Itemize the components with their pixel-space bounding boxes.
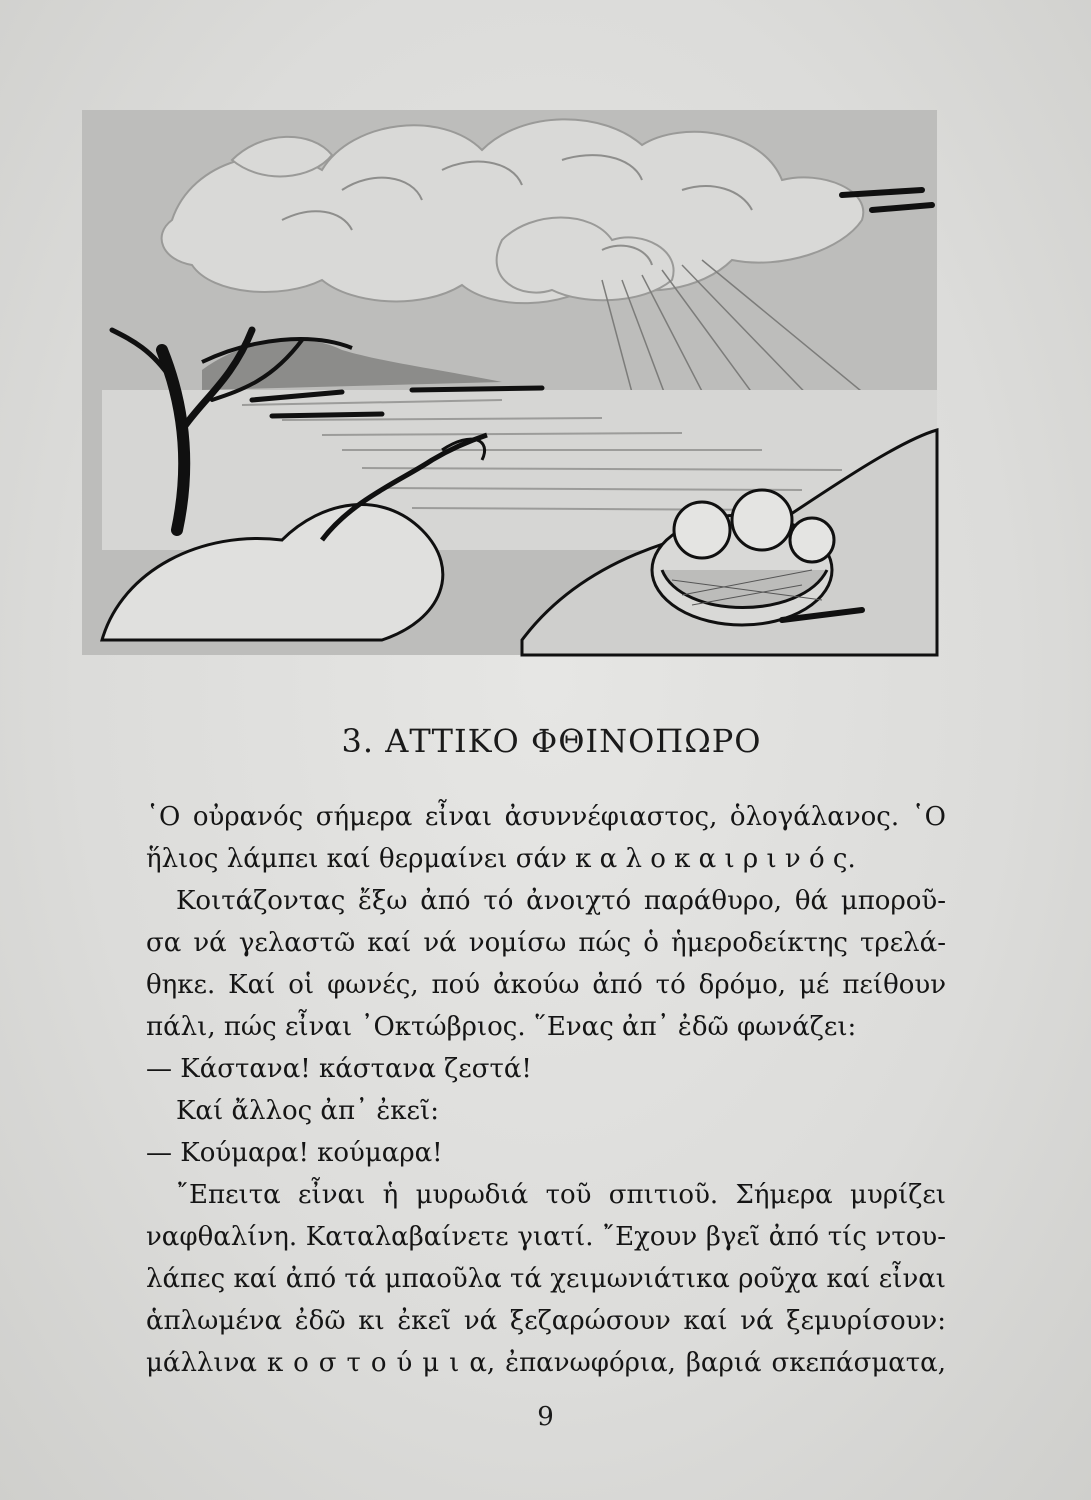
text-line: ἁπλωμένα ἐδῶ κι ἐκεῖ νά ξεζαρώσουν καί νά ξεμυρίσουν: [146, 1306, 946, 1336]
text-line: λάπες καί ἀπό τά μπαοῦλα τά χειμωνιάτικα ροῦχα καί εἶναι [146, 1264, 946, 1294]
text-line: θηκε. Καί οἱ φωνές, πού ἀκούω ἀπό τό δρόμο, μέ πείθουν [146, 970, 946, 1000]
text-line: μάλλινα κ ο σ τ ο ύ μ ι α, ἐπανωφόρια, βαριά σκεπάσματα, [146, 1348, 946, 1378]
page-number: 9 [537, 1402, 554, 1432]
text-line: ναφθαλίνη. Καταλαβαίνετε γιατί. ῎Εχουν βγεῖ ἀπό τίς ντου- [146, 1222, 946, 1252]
text-line: σα νά γελαστῶ καί νά νομίσω πώς ὁ ἡμεροδείκτης τρελά- [146, 928, 946, 958]
dialogue-line: — Κούμαρα! κούμαρα! [146, 1138, 443, 1168]
dialogue-line: — Κάστανα! κάστανα ζεστά! [146, 1054, 532, 1084]
landscape-illustration [82, 100, 942, 660]
body-text [146, 796, 946, 1384]
text-line: ἥλιος λάμπει καί θερμαίνει σάν κ α λ ο κ α ι ρ ι ν ό ς. [146, 844, 856, 874]
chapter-title: 3. ΑΤΤΙΚΟ ΦΘΙΝΟΠΩΡΟ [341, 722, 762, 760]
text-line: Κοιτάζοντας ἔξω ἀπό τό ἀνοιχτό παράθυρο, θά μποροῦ- [176, 886, 946, 916]
text-line: ῎Επειτα εἶναι ἡ μυρωδιά τοῦ σπιτιοῦ. Σήμερα μυρίζει [176, 1180, 946, 1210]
text-line: ῾Ο οὐρανός σήμερα εἶναι ἀσυννέφιαστος, ὁλογάλανος. ῾Ο [146, 802, 946, 832]
text-line: πάλι, πώς εἶναι ᾽Οκτώβριος. ῞Ενας ἀπ᾽ ἐδῶ φωνάζει: [146, 1012, 857, 1042]
text-line: Καί ἄλλος ἀπ᾽ ἐκεῖ: [176, 1096, 439, 1126]
landscape-illustration-icon [82, 100, 942, 660]
